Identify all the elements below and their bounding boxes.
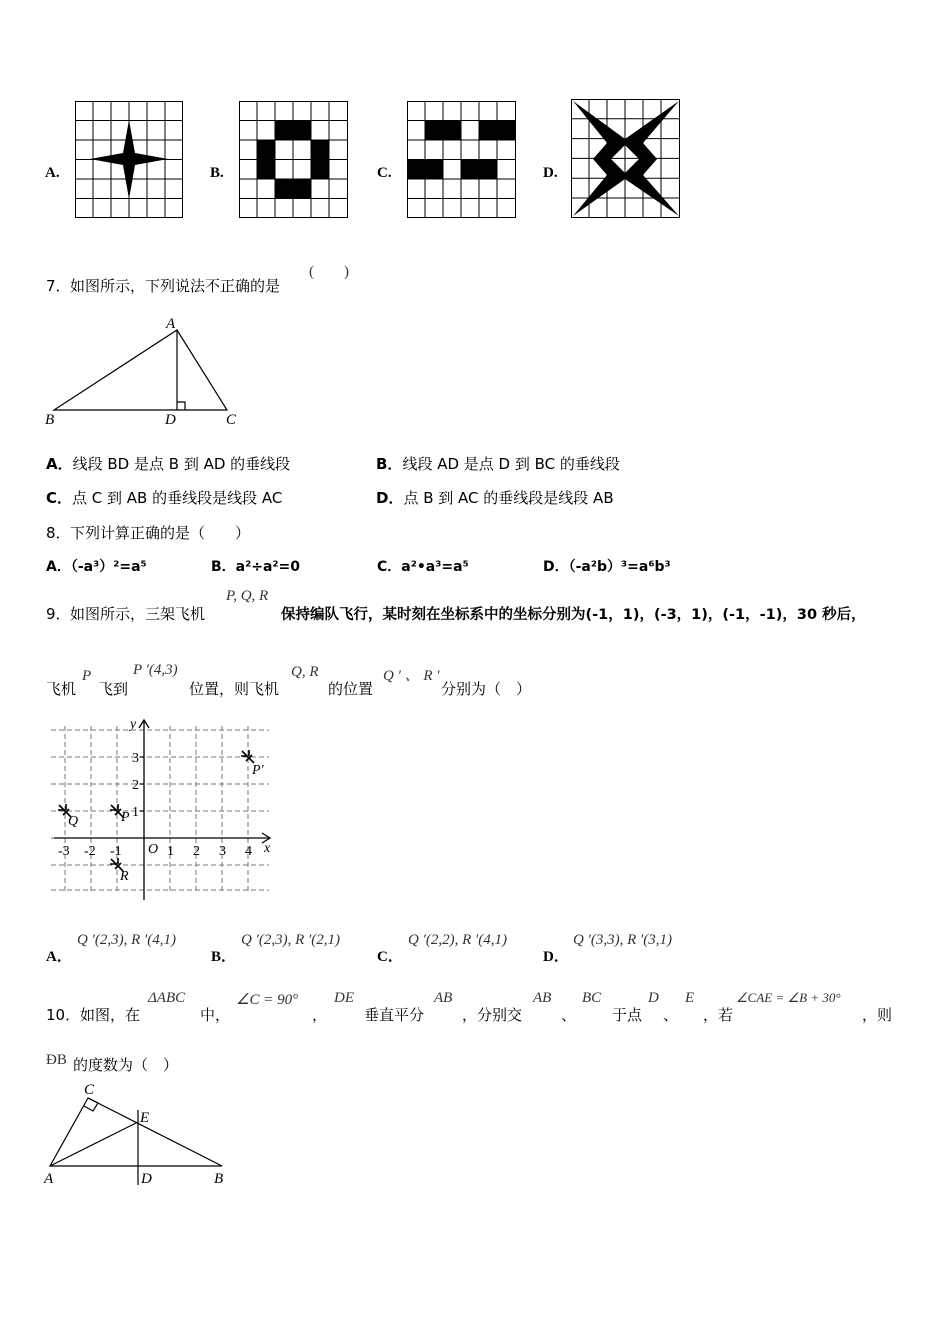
q9-option-c-label: C． <box>377 949 403 965</box>
q10-text: 如图，在 <box>80 1006 141 1024</box>
q10-math: ∠CAE = ∠B + 30° <box>736 990 841 1005</box>
q9-math-qr: Q, R <box>291 664 319 680</box>
point-p-label: P <box>121 810 130 825</box>
q7-option-a: A．线段 BD 是点 B 到 AD 的垂线段 <box>46 455 291 473</box>
q7-paren: ( ) <box>309 264 349 280</box>
y-axis-label: y <box>130 717 137 732</box>
x-tick: -2 <box>84 844 96 859</box>
q10-text: 于点 <box>612 1006 643 1024</box>
q9-stem-a: 如图所示，三架飞机 <box>70 605 206 623</box>
q6-option-c-label: C. <box>377 165 392 181</box>
q9-line2-d: 的位置 <box>328 680 374 698</box>
q10-number: 10． <box>46 1006 81 1024</box>
point-r-label: R <box>120 869 129 884</box>
q9-line2-b: 飞到 <box>98 680 129 698</box>
q10-text: 、 <box>663 1006 679 1024</box>
q7-number: 7． <box>46 277 71 295</box>
point-p-prime-label: P′ <box>252 763 264 778</box>
q6-figure-a <box>75 101 183 218</box>
q10-math: DE <box>334 990 354 1006</box>
q10-line2-math: ÐB <box>46 1052 67 1068</box>
q8-option-c: C．a²•a³=a⁵ <box>377 559 469 575</box>
q10-triangle-figure <box>40 1080 240 1190</box>
q7-label-c: C <box>226 412 237 428</box>
q10-math: ΔABC <box>148 990 186 1006</box>
q8-option-d: D．（-a²b）³=a⁶b³ <box>543 559 671 575</box>
q8-option-a: A．（-a³）²=a⁵ <box>46 559 147 575</box>
y-tick: 1 <box>132 805 139 820</box>
q9-math-p: P <box>82 668 92 684</box>
q10-label-e: E <box>140 1110 150 1126</box>
q10-line2-text: 的度数为（ ） <box>73 1056 179 1074</box>
y-tick: 2 <box>132 778 139 793</box>
q10-label-d: D <box>141 1171 152 1187</box>
q10-math: BC <box>582 990 602 1006</box>
q10-math: E <box>685 990 695 1006</box>
q10-label-b: B <box>214 1171 224 1187</box>
q10-text: 垂直平分 <box>364 1006 425 1024</box>
q7-triangle-figure <box>40 312 250 432</box>
q10-math: AB <box>434 990 453 1006</box>
q9-math-qrprime: Q ′ 、 R ′ <box>383 668 440 684</box>
q8-stem: 下列计算正确的是（ ） <box>70 524 251 542</box>
x-tick: 4 <box>245 844 252 859</box>
q7-option-c: C．点 C 到 AB 的垂线段是线段 AC <box>46 489 283 507</box>
x-tick: 2 <box>193 844 200 859</box>
q6-option-a-label: A. <box>45 165 60 181</box>
q9-line2-c: 位置，则飞机 <box>189 680 280 698</box>
q6-figure-d <box>571 99 680 218</box>
q10-text: ，则 <box>862 1006 893 1024</box>
q6-option-b-label: B. <box>210 165 224 181</box>
q9-math-p43: P ′(4,3) <box>133 662 178 678</box>
q9-stem-b: 保持编队飞行，某时刻在坐标系中的坐标分别为(-1，1)，(-3，1)，(-1，-1)，30 秒后， <box>281 607 866 623</box>
q7-stem: 如图所示，下列说法不正确的是 <box>70 277 281 295</box>
q9-option-d-math: Q ′(3,3), R ′(3,1) <box>573 932 673 948</box>
q7-label-d: D <box>165 412 176 428</box>
q10-math: AB <box>533 990 552 1006</box>
q10-text: 、 <box>561 1006 577 1024</box>
q9-math-pqr: P, Q, R <box>226 588 269 604</box>
q9-option-d-label: D． <box>543 949 569 965</box>
q9-line2-a: 飞机 <box>46 680 77 698</box>
q7-label-b: B <box>45 412 55 428</box>
q9-option-a-label: A． <box>46 949 72 965</box>
q10-text: ，分别交 <box>462 1006 523 1024</box>
x-tick: 1 <box>167 844 174 859</box>
x-tick: -1 <box>110 844 122 859</box>
q9-coordinate-figure <box>44 712 276 904</box>
q9-option-b-label: B． <box>211 949 237 965</box>
q9-option-a-math: Q ′(2,3), R ′(4,1) <box>77 932 177 948</box>
q9-option-b-math: Q ′(2,3), R ′(2,1) <box>241 932 341 948</box>
q7-option-b: B．线段 AD 是点 D 到 BC 的垂线段 <box>376 455 620 473</box>
q8-number: 8． <box>46 524 71 542</box>
q6-option-d-label: D. <box>543 165 558 181</box>
x-axis-label: x <box>264 841 271 856</box>
y-tick: 3 <box>132 751 139 766</box>
x-tick: 3 <box>219 844 226 859</box>
q6-figure-c <box>407 101 516 218</box>
x-tick: -3 <box>58 844 70 859</box>
point-q-label: Q <box>68 814 79 829</box>
q7-option-d: D．点 B 到 AC 的垂线段是线段 AB <box>376 489 614 507</box>
q10-text: 中， <box>200 1006 231 1024</box>
q7-label-a: A <box>166 316 176 332</box>
q10-math: ∠C = 90° <box>236 992 299 1008</box>
q10-label-c: C <box>84 1082 95 1098</box>
q10-text: ， <box>312 1006 328 1024</box>
q6-figure-b <box>239 101 348 218</box>
q8-option-b: B．a²÷a²=0 <box>211 559 301 575</box>
q9-line2-e: 分别为（ ） <box>441 680 532 698</box>
q10-math: D <box>648 990 659 1006</box>
q10-text: ，若 <box>703 1006 734 1024</box>
q10-label-a: A <box>44 1171 54 1187</box>
q9-number: 9． <box>46 605 71 623</box>
q9-option-c-math: Q ′(2,2), R ′(4,1) <box>408 932 508 948</box>
origin-label: O <box>148 842 159 857</box>
